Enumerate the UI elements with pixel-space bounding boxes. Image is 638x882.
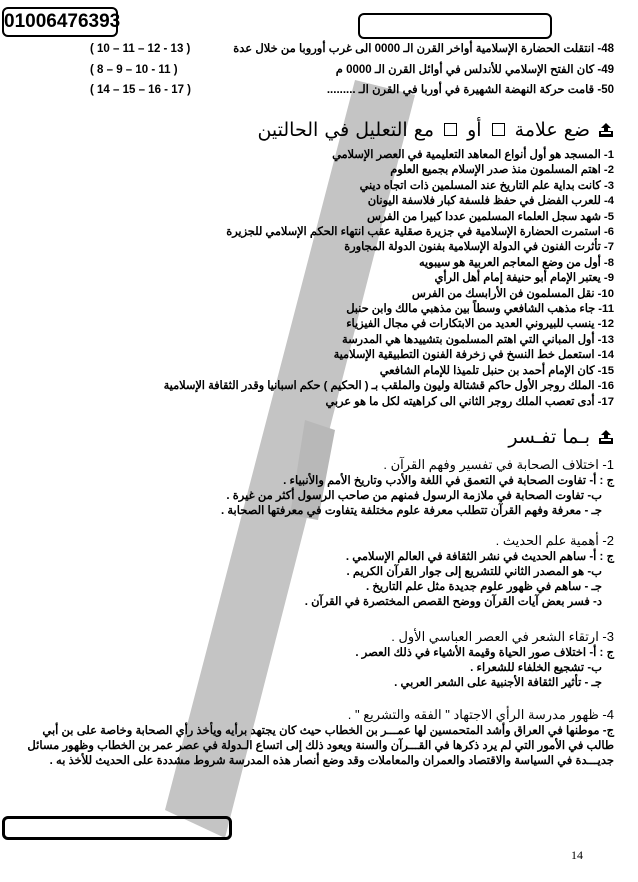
list-item: 12- ينسب للبيروني العديد من الابتكارات في مجال الفيزياء	[346, 318, 614, 331]
page-number: 14	[571, 848, 583, 862]
phone-number-box: 01006476393	[2, 7, 118, 37]
list-item: 9- يعتبر الإمام أبو حنيفة إمام أهل الرأي	[434, 272, 614, 285]
footer-box	[2, 816, 232, 840]
answer-line: ب- تشجيع الخلفاء للشعراء .	[470, 662, 602, 674]
list-item: 4- للعرب الفضل في حفظ فلسفة كبار فلاسفة اليونان	[367, 195, 614, 208]
mcq-options: ( 14 – 15 – 16 - 17 )	[90, 84, 192, 96]
tf-section-title	[54, 117, 614, 143]
upload-tray-icon	[598, 429, 614, 445]
answer-paragraph: ج- موطنها في العراق وأشد المتحمسين لها عمـــر بن الخطاب حيث كان يجتهد برأيه ويأخذ رأي الصحابة وخاصة على بن أبي طالب في الأمور التي لم يرد ذكرها في القـــرآن والسنة ويعود ذلك إلى اتساع الـدولة في عصر عمر بن الخطاب وظهور مسائل جديـــدة في السياسة والاقتصاد والعمران والمعاملات وقد وضع أنصار هذه المدرسة شروط مشددة على الحديث للأخذ به .	[27, 725, 614, 767]
mcq-question: 50- قامت حركة النهضة الشهيرة في أوربا في القرن الـ .........	[326, 84, 614, 96]
answer-line: جـ - معرفة وفهم القرآن تتطلب معرفة علوم مختلفة يتفاوت في معرفتها الصحابة .	[221, 505, 602, 517]
mcq-options: ( 8 – 9 – 10 - 11 )	[90, 64, 178, 76]
question-block	[24, 532, 614, 610]
mcq-question: 49- كان الفتح الإسلامي للأندلس في أوائل القرن الـ 0000 م	[335, 64, 614, 76]
tf-title-part-a: ضع علامة	[514, 119, 590, 141]
tf-list	[34, 148, 614, 410]
answer-line: ج : أ- اختلاف صور الحياة وقيمة الأشياء في ذلك العصر .	[355, 647, 614, 659]
explain-section-title	[54, 424, 614, 450]
question-text: 2- أهمية علم الحديث .	[495, 533, 614, 548]
question-block	[24, 628, 614, 691]
answer-line: ج : أ- تفاوت الصحابة في التعمق في اللغة والأدب وتاريخ الأمم والأنبياء .	[283, 475, 614, 487]
list-item: 1- المسجد هو أول أنواع المعاهد التعليمية في العصر الإسلامي	[332, 149, 614, 161]
list-item: 16- الملك روجر الأول حاكم قشتالة وليون والملقب بـ ( الحكيم ) حكم اسبانيا وقدر الثقافة الإسلامية	[163, 380, 614, 393]
answer-line: ب- هو المصدر الثاني للتشريع إلى جوار القرآن الكريم .	[346, 566, 602, 578]
list-item: 14- استعمل خط النسخ في زخرفة الفنون التطبيقية الإسلامية	[333, 349, 614, 362]
mcq-options: ( 10 – 11 – 12 - 13 )	[90, 43, 191, 55]
question-text: 3- ارتقاء الشعر في العصر العباسي الأول .	[391, 629, 614, 644]
mcq-question: 48- انتقلت الحضارة الإسلامية أواخر القرن الـ 0000 الى غرب أوروبا من خلال عدة	[233, 43, 614, 55]
tf-title-part-b: مع التعليل في الحالتين	[257, 119, 435, 141]
question-block	[24, 706, 614, 769]
explain-title-text: بـما تفـسر	[508, 426, 590, 448]
answer-line: ب- تفاوت الصحابة في ملازمة الرسول فمنهم من صاحب الرسول أكثر من غيرة .	[226, 490, 602, 502]
answer-line: د- فسر بعض آيات القرآن ووضح القصص المختصرة في القرآن .	[304, 596, 602, 608]
question-block	[24, 456, 614, 519]
list-item: 6- استمرت الحضارة الإسلامية في جزيرة صقلية عقب انتهاء الحكم الإسلامي للجزيرة	[226, 226, 614, 239]
list-item: 7- تأثرت الفنون في الدولة الإسلامية بفنون الدولة المجاورة	[344, 241, 614, 254]
answer-line: جـ - ساهم في ظهور علوم جديدة مثل علم التاريخ .	[366, 581, 602, 593]
checkbox-square-icon	[444, 123, 457, 136]
list-item: 10- نقل المسلمون فن الأرابسك من الفرس	[411, 287, 614, 300]
upload-tray-icon	[598, 122, 614, 138]
mcq-item	[54, 40, 614, 59]
list-item: 11- جاء مذهب الشافعي وسطاً بين مذهبي مالك وابن حنبل	[346, 303, 614, 316]
mcq-item	[54, 61, 614, 80]
question-text: 4- ظهور مدرسة الرأي الاجتهاد " الفقه والتشريع " .	[347, 707, 614, 722]
question-text: 1- اختلاف الصحابة في تفسير وفهم القرآن .	[383, 457, 614, 472]
answer-line: ج : أ- ساهم الحديث في نشر الثقافة في العالم الإسلامي .	[345, 551, 614, 563]
list-item: 3- كانت بداية علم التاريخ عند المسلمين ذات اتجاه ديني	[359, 179, 614, 192]
tf-title-or: أو	[467, 119, 482, 141]
answer-line: جـ - تأثير الثقافة الأجنبية على الشعر العربي .	[394, 677, 602, 689]
list-item: 5- شهد سجل العلماء المسلمين عددا كبيرا من الفرس	[367, 210, 614, 223]
list-item: 17- أدى تعصب الملك روجر الثاني الى كراهيته لكل ما هو عربي	[325, 395, 614, 408]
mcq-item	[54, 81, 614, 100]
list-item: 8- أول من وضع المعاجم العربية هو سيبويه	[418, 256, 614, 269]
checkbox-square-icon	[492, 123, 505, 136]
list-item: 15- كان الإمام أحمد بن حنبل تلميذا للإمام الشافعي	[379, 364, 614, 377]
list-item: 2- اهتم المسلمون منذ صدر الإسلام بجميع العلوم	[390, 164, 614, 177]
list-item: 13- أول المباني التي اهتم المسلمون بتشييدها هي المدرسة	[342, 333, 614, 346]
header-empty-box	[358, 13, 552, 39]
